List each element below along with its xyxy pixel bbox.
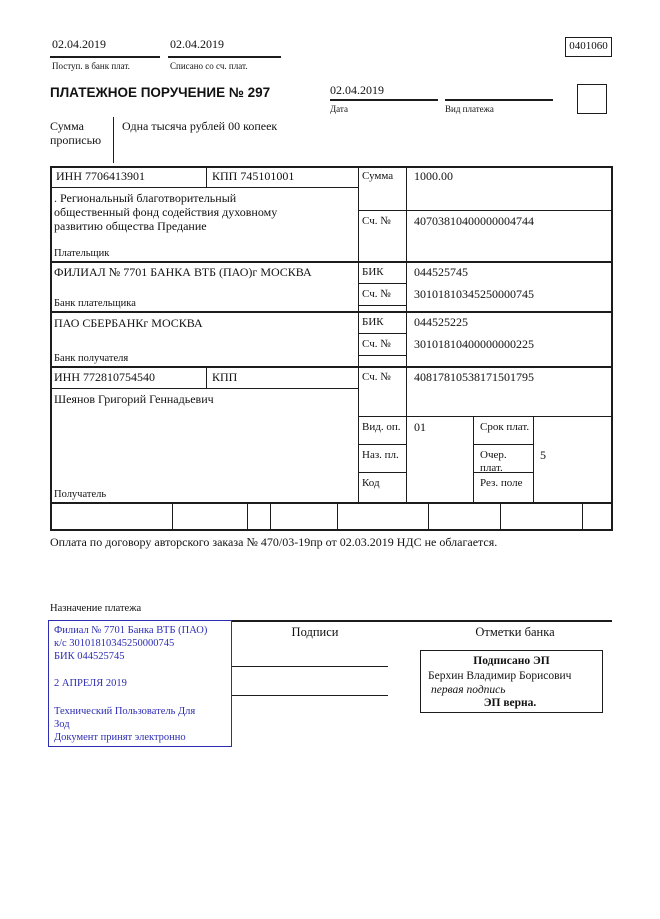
table-border — [206, 366, 207, 389]
divider — [168, 56, 281, 58]
received-in-bank-date: 02.04.2019 — [52, 37, 106, 51]
payee-bank-section-label: Банк получателя — [54, 353, 129, 364]
payer-kpp: КПП 745101001 — [212, 169, 295, 183]
table-border — [50, 502, 613, 504]
divider — [232, 620, 612, 622]
reserve-label: Рез. поле — [480, 477, 523, 489]
signature-line — [232, 695, 388, 696]
amount-words-label: Сумма прописью — [50, 119, 102, 147]
table-border — [500, 502, 501, 530]
table-border — [406, 166, 407, 503]
op-type-value: 01 — [414, 420, 426, 434]
payee-kpp-label: КПП — [212, 370, 238, 384]
payer-bank-account: 30101810345250000745 — [414, 287, 534, 301]
table-border — [50, 311, 613, 313]
op-type-label: Вид. оп. — [362, 421, 401, 433]
debited-from-account-date: 02.04.2019 — [170, 37, 224, 51]
table-border — [50, 366, 613, 368]
divider — [330, 99, 438, 101]
table-border — [358, 472, 406, 473]
esign-subtitle: первая подпись — [431, 684, 506, 696]
divider — [50, 56, 160, 58]
esign-verified: ЭП верна. — [483, 697, 537, 709]
stamp-user-line2: Зод — [54, 719, 70, 730]
amount-label: Сумма — [362, 170, 394, 182]
date-label: Дата — [330, 104, 348, 114]
payer-bank-section-label: Банк плательщика — [54, 298, 136, 309]
payer-bank-bik: 044525745 — [414, 265, 468, 279]
stamp-user-line1: Технический Пользователь Для — [54, 706, 196, 717]
code-label: Код — [362, 477, 380, 489]
payer-inn: ИНН 7706413901 — [56, 169, 145, 183]
bank-marks-label: Отметки банка — [475, 625, 555, 639]
table-border — [358, 210, 613, 211]
amount-words-value: Одна тысяча рублей 00 копеек — [122, 119, 278, 133]
stamp-date: 2 АПРЕЛЯ 2019 — [54, 678, 127, 689]
payer-name: . Региональный благотворительный общественный фонд содействия духовному развитию общества Предание — [54, 191, 278, 233]
order-value: 5 — [540, 448, 546, 462]
table-border — [206, 166, 207, 188]
table-border — [50, 166, 52, 531]
table-border — [473, 444, 533, 445]
stamp-corr-account: к/с 30101810345250000745 — [54, 638, 175, 649]
table-border — [533, 416, 534, 503]
table-border — [358, 355, 406, 356]
table-border — [337, 502, 338, 530]
payer-bank-bik-label: БИК — [362, 266, 384, 278]
payer-account: 40703810400000004744 — [414, 214, 534, 228]
stamp-bik: БИК 044525745 — [54, 651, 125, 662]
payee-section-label: Получатель — [54, 489, 107, 500]
table-border — [50, 388, 358, 389]
table-border — [582, 502, 583, 530]
payee-account: 40817810538171501795 — [414, 370, 534, 384]
form-code-box: 0401060 — [565, 37, 612, 57]
order-label: Очер. плат. — [480, 449, 507, 474]
table-border — [358, 305, 406, 306]
payer-account-label: Сч. № — [362, 215, 391, 227]
table-border — [50, 261, 613, 263]
payee-account-label: Сч. № — [362, 371, 391, 383]
table-border — [611, 166, 613, 531]
received-in-bank-label: Поступ. в банк плат. — [52, 61, 130, 71]
payment-type-label: Вид платежа — [445, 104, 494, 114]
payee-bank-account: 30101810400000000225 — [414, 337, 534, 351]
payer-bank-account-label: Сч. № — [362, 288, 391, 300]
table-border — [247, 502, 248, 530]
payee-bank-bik-label: БИК — [362, 316, 384, 328]
payee-bank-bik: 044525225 — [414, 315, 468, 329]
payee-bank-name: ПАО СБЕРБАНКг МОСКВА — [54, 316, 203, 330]
stamp-accepted-note: Документ принят электронно — [54, 732, 186, 743]
debited-from-account-label: Списано со сч. плат. — [170, 61, 248, 71]
esign-title: Подписано ЭП — [473, 655, 550, 667]
payment-type-box — [577, 84, 607, 114]
esign-name: Берхин Владимир Борисович — [428, 670, 572, 682]
table-border — [358, 444, 406, 445]
table-border — [270, 502, 271, 530]
term-label: Срок плат. — [480, 421, 530, 433]
table-border — [172, 502, 173, 530]
payee-name: Шеянов Григорий Геннадьевич — [54, 392, 214, 406]
signature-line — [232, 666, 388, 667]
document-date: 02.04.2019 — [330, 83, 384, 97]
purpose-section-label: Назначение платежа — [50, 603, 142, 614]
table-border — [358, 283, 406, 284]
purpose-code-label: Наз. пл. — [362, 449, 399, 461]
signatures-label: Подписи — [291, 625, 339, 639]
payee-inn: ИНН 772810754540 — [54, 370, 155, 384]
document-title: ПЛАТЕЖНОЕ ПОРУЧЕНИЕ № 297 — [50, 85, 271, 100]
table-border — [358, 416, 613, 417]
table-border — [358, 166, 359, 503]
table-border — [428, 502, 429, 530]
amount-value: 1000.00 — [414, 169, 453, 183]
stamp-bank-name: Филиал № 7701 Банка ВТБ (ПАО) — [54, 625, 208, 636]
table-border — [50, 187, 358, 188]
table-border — [50, 529, 613, 531]
table-border — [473, 416, 474, 503]
payee-bank-account-label: Сч. № — [362, 338, 391, 350]
payer-bank-name: ФИЛИАЛ № 7701 БАНКА ВТБ (ПАО)г МОСКВА — [54, 265, 312, 279]
payer-section-label: Плательщик — [54, 248, 110, 259]
table-border — [50, 166, 613, 168]
divider — [445, 99, 553, 101]
table-border — [358, 333, 406, 334]
purpose-text: Оплата по договору авторского заказа № 470/03-19пр от 02.03.2019 НДС не облагается. — [50, 535, 498, 549]
divider — [113, 117, 114, 163]
